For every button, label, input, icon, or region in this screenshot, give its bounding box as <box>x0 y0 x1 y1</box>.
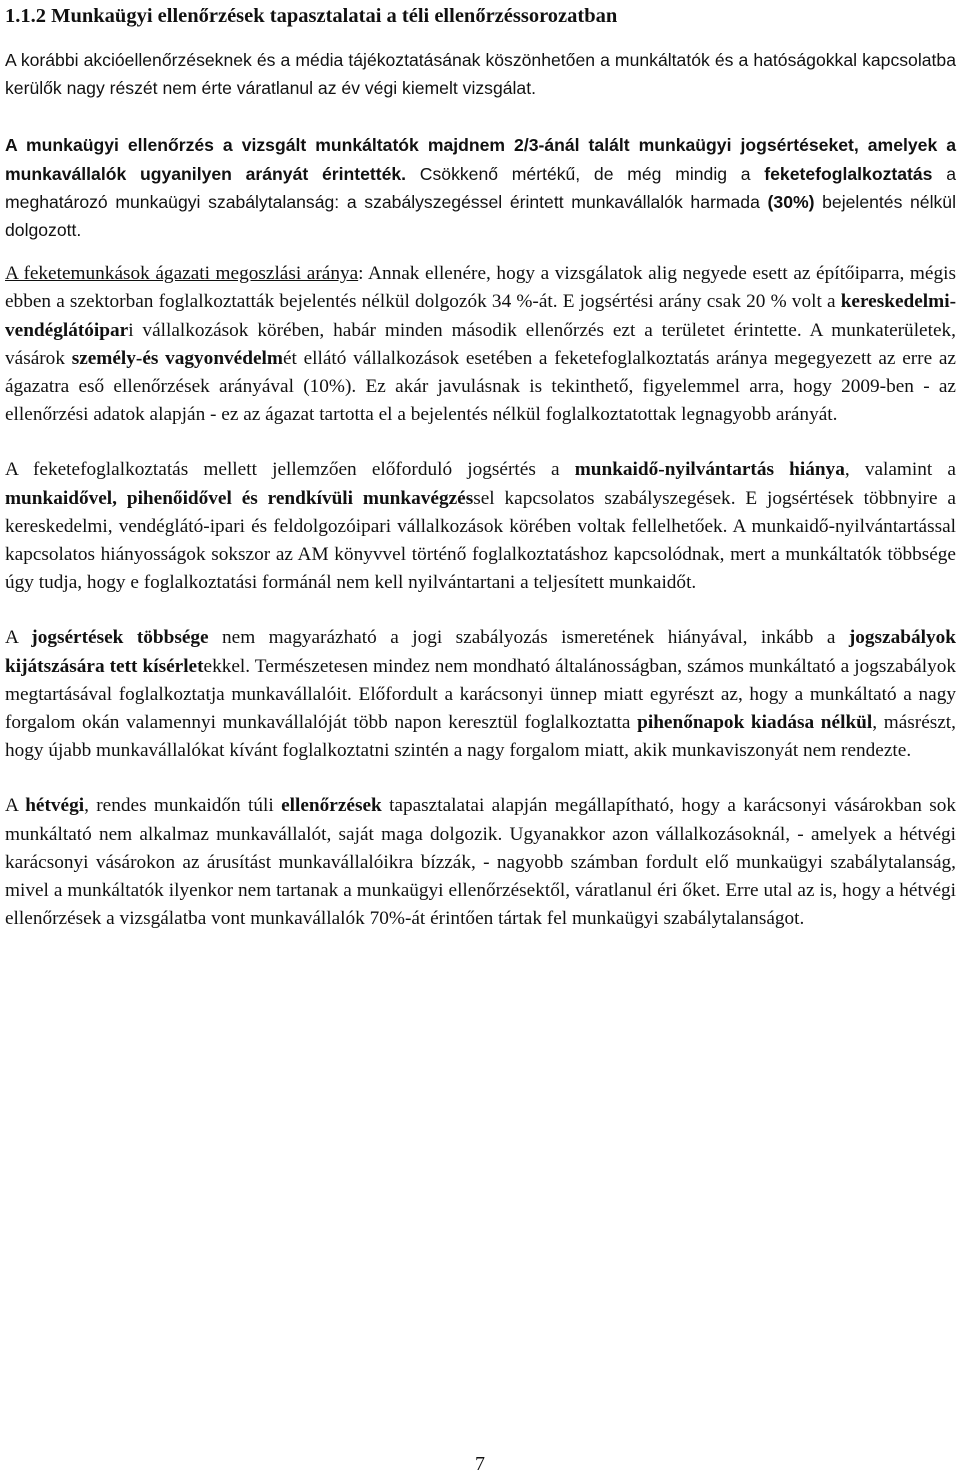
text-run: , rendes munkaidőn túli <box>84 795 282 817</box>
section-heading: 1.1.2 Munkaügyi ellenőrzések tapasztalatai a téli ellenőrzéssorozatban <box>5 5 618 27</box>
paragraph-intro-text: A korábbi akcióellenőrzéseknek és a média tájékoztatásának köszönhetően a munkáltatók és a hatóságokkal kapcsolatba kerülők nagy részét nem érte váratlanul az év végi kiemelt vizsgálat. <box>5 50 956 99</box>
bold-phrase: jogsértések többsége <box>31 627 209 649</box>
underlined-phrase: A feketemunkások ágazati megoszlási aránya <box>5 263 359 285</box>
text-run: , valamint a <box>844 459 956 481</box>
text-run: nem magyarázható a jogi szabályozás ismeretének hiányával, inkább a <box>208 627 849 649</box>
bold-phrase: kereskedelmi-vendéglátóipar <box>5 291 956 341</box>
paragraph-weekend-inspections <box>5 792 956 933</box>
text-run: a meghatározó munkaügyi szabálytalanság: a szabályszegéssel érintett munkavállalók harmada <box>5 163 956 212</box>
bold-phrase: pihenőnapok kiadása nélkül <box>637 712 873 734</box>
text-run: bejelentés nélkül dolgozott. <box>5 191 956 241</box>
paragraph-violations <box>5 624 956 765</box>
bold-phrase: hétvégi <box>25 795 85 817</box>
paragraph-working-time <box>5 456 956 597</box>
bold-phrase: ellenőrzések <box>281 795 382 817</box>
bold-phrase: feketefoglalkoztatás <box>764 163 933 184</box>
text-run: A feketefoglalkoztatás mellett jellemzően előforduló jogsértés a <box>5 459 575 481</box>
page-number: 7 <box>475 1453 485 1475</box>
paragraph-sector-distribution <box>5 260 956 429</box>
bold-phrase: munkaidővel, pihenőidővel és rendkívüli munkavégzés <box>5 487 474 509</box>
bold-phrase: jogszabályok kijátszására tett kísérlet <box>5 627 956 677</box>
text-run: i vállalkozások körében, habár minden második ellenőrzés ezt a területet érintette. A munkaterületek, vásárok <box>5 319 956 369</box>
text-run: ekkel. Természetesen mindez nem mondható általánosságban, számos munkáltató a jogszabályok megtartásával foglalkoztatja munkavállalóit. Előfordult a karácsonyi ünnep miatt egyrészt az, hogy a munkáltató a nagy forgalom okán valamennyi munkavállalóját több napon keresztül foglalkoztatta <box>5 655 956 734</box>
bold-phrase: (30%) <box>767 191 815 212</box>
text-run: A <box>5 627 32 649</box>
text-run: tapasztalatai alapján megállapítható, hogy a karácsonyi vásárokban sok munkáltató nem alkalmaz munkavállalót, saját maga dolgozik. Ugyanakkor azon vállalkozásoknál, - amelyek a hétvégi karácsonyi vásárokon az árusítást munkavállalóikra bízzák, - nagyobb számban fordult elő munkaügyi szabálytalanság, mivel a munkáltatók ilyenkor nem tartanak a munkaügyi ellenőrzésektől, váratlanul éri őket. Erre utal az is, hogy a hétvégi ellenőrzések a vizsgálatba vont munkavállalók 70%-át érintően tártak fel munkaügyi szabálytalanságot. <box>5 795 956 930</box>
text-run: Csökkenő mértékű, de még mindig a <box>406 163 765 184</box>
document-page <box>5 0 956 933</box>
text-run: A <box>5 795 26 817</box>
paragraph-intro <box>5 46 956 102</box>
bold-phrase: munkaidő-nyilvántartás hiánya <box>574 459 845 481</box>
paragraph-findings <box>5 131 956 244</box>
text-run: : Annak ellenére, hogy a vizsgálatok alig negyede esett az építőiparra, mégis ebben a szektorban foglalkoztatták bejelentés nélkül dolgozók 34 %-át. E jogsértési arány csak 20 % volt a <box>5 263 956 313</box>
text-run: , másrészt, hogy újabb munkavállalókat kívánt foglalkoztatni szintén a nagy forgalom miatt, akik munkaviszonyát nem rendezte. <box>5 712 956 762</box>
text-run: ét ellátó vállalkozások esetében a feketefoglalkoztatás aránya megegyezett az erre az ágazatra eső ellenőrzések arányával (10%). Ez akár javulásnak is tekinthető, figyelemmel arra, hogy 2009-ben - az ellenőrzési adatok alapján - ez az ágazat tartotta el a bejelentés nélkül foglalkoztatottak legnagyobb arányát. <box>5 347 956 426</box>
text-run: sel kapcsolatos szabályszegések. E jogsértések többnyire a kereskedelmi, vendéglátó-ipari és feldolgozóipari vállalkozások körében voltak fellelhetőek. A munkaidő-nyilvántartással kapcsolatos hiányosságok sokszor az AM könyvvel történő foglalkoztatáshoz kapcsolódnak, mert a munkáltatók többsége úgy tudja, hogy e foglalkoztatási formánál nem kell nyilvántartani a teljesített munkaidőt. <box>5 487 956 594</box>
bold-phrase: személy-és vagyonvédelm <box>71 347 283 369</box>
bold-phrase: A munkaügyi ellenőrzés a vizsgált munkáltatók majdnem 2/3-ánál talált munkaügyi jogsértéseket, amelyek a munkavállalók ugyanilyen arányát érintették. <box>5 135 956 184</box>
